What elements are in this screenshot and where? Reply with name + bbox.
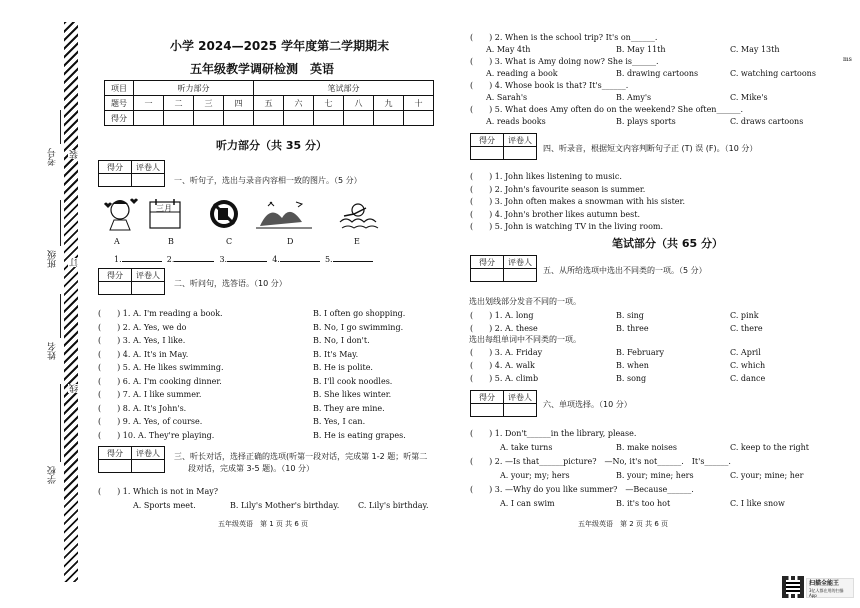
option-b: B. sing	[616, 311, 644, 320]
option-b: B. Lily's Mother's birthday.	[230, 501, 340, 510]
question-item: ( ) 4. Whose book is that? It's______.	[470, 81, 629, 90]
grader-box	[98, 446, 165, 473]
score-table-cell: 得分	[105, 111, 134, 126]
grader-name-label: 评卷人	[504, 256, 537, 269]
option-b: B. He is eating grapes.	[313, 430, 406, 440]
picture-label-b: B	[168, 237, 174, 246]
grader-box	[470, 390, 537, 417]
section1-title: 一、听句子，选出与录音内容相一致的图片。（5 分）	[174, 176, 362, 185]
option-b: B. He is polite.	[313, 363, 373, 372]
option-b: B. No, I don't.	[313, 336, 370, 345]
question-item: ( ) 5. A. climb	[470, 374, 539, 383]
grader-score-cell[interactable]	[471, 404, 504, 417]
score-input-cell[interactable]	[344, 111, 374, 126]
option-c: C. pink	[730, 311, 759, 320]
picture-b-text: 三月	[156, 204, 172, 213]
grader-name-cell[interactable]	[132, 460, 165, 473]
score-table-cell: 九	[374, 96, 404, 111]
side-mark: ms	[843, 56, 852, 63]
question-item: ( ) 4. A. It's in May.	[98, 349, 189, 359]
question-item: ( ) 6. A. I'm cooking dinner.	[98, 376, 222, 386]
score-input-cell[interactable]	[254, 111, 284, 126]
answer-blank[interactable]	[122, 253, 162, 262]
score-table-cell: 五	[254, 96, 284, 111]
option-c: C. dance	[730, 374, 766, 383]
qr-code-inner-icon	[786, 580, 800, 594]
grader-score-label: 得分	[471, 134, 504, 147]
option-a: A. your; my; hers	[500, 471, 570, 480]
grader-name-cell[interactable]	[504, 147, 537, 160]
name-line	[60, 294, 61, 338]
option-a: A. Sarah's	[486, 93, 528, 102]
option-c: C. your; mine; her	[730, 471, 804, 480]
question-item: ( ) 7. A. I like summer.	[98, 390, 202, 399]
question-item: ( ) 3. A. Friday	[470, 348, 543, 357]
option-b: B. Yes, I can.	[313, 417, 366, 426]
option-b: B. your; mine; hers	[616, 471, 694, 480]
score-table-cell: 十	[404, 96, 434, 111]
section1-pictures	[100, 196, 380, 234]
option-c: C. April	[730, 348, 761, 357]
section3-title-line2: 段对话，完成第 3-5 题)。（10 分）	[188, 464, 314, 473]
option-b: B. three	[616, 324, 649, 333]
option-c: C. I like snow	[730, 499, 785, 508]
tf-statement: ( ) 5. John is watching TV in the living room.	[470, 222, 664, 231]
score-table	[104, 80, 434, 126]
option-c: C. which	[730, 361, 766, 370]
grader-name-label: 评卷人	[132, 161, 165, 174]
exam-no-line	[60, 110, 61, 144]
grader-name-cell[interactable]	[504, 404, 537, 417]
written-title: 笔试部分（共 65 分）	[612, 237, 723, 250]
score-input-cell[interactable]	[374, 111, 404, 126]
class-label: 班级	[48, 250, 58, 268]
section3-title-line1: 三、听长对话，选择正确的选项(听第一段对话，完成第 1-2 题；听第二	[174, 452, 428, 461]
question-item: ( ) 9. A. Yes, of course.	[98, 417, 203, 426]
question-item: ( ) 10. A. They're playing.	[98, 430, 215, 440]
question-item: ( ) 5. A. He likes swimming.	[98, 363, 224, 372]
option-c: C. draws cartoons	[730, 117, 804, 126]
section5-sub1: 选出划线部分发音不同的一项。	[469, 297, 581, 306]
option-b: B. They are mine.	[313, 403, 385, 413]
picture-c-no-food-icon	[210, 200, 238, 228]
blank-label: 3.	[219, 255, 228, 264]
option-b: B. song	[616, 374, 647, 383]
blank-label: 4.	[272, 255, 280, 264]
option-b: B. It's May.	[313, 349, 359, 359]
option-a: A. Sports meet.	[133, 501, 196, 510]
score-input-cell[interactable]	[284, 111, 314, 126]
grader-box	[98, 160, 165, 187]
question-item: ( ) 2. A. these	[470, 324, 538, 333]
picture-e-swimming-icon	[340, 204, 378, 228]
score-input-cell[interactable]	[194, 111, 224, 126]
option-c: C. keep to the right	[730, 443, 809, 452]
score-input-cell[interactable]	[164, 111, 194, 126]
grader-score-cell[interactable]	[99, 460, 132, 473]
question-item: ( ) 3. —Why do you like summer? —Because______.	[470, 485, 694, 494]
bind-mark-ding: 订	[70, 258, 80, 267]
question-item: ( ) 4. A. walk	[470, 361, 535, 370]
option-b: B. when	[616, 361, 649, 370]
grader-score-cell[interactable]	[471, 269, 504, 282]
option-a: A. I can swim	[500, 499, 555, 508]
question-item: ( ) 2. —Is that______picture? —No, it's not______. It's______.	[470, 457, 731, 466]
option-c: C. Lily's birthday.	[358, 501, 429, 510]
score-table-cell: 六	[284, 96, 314, 111]
question-item: ( ) 2. When is the school trip? It's on______.	[470, 33, 658, 42]
score-table-cell: 七	[314, 96, 344, 111]
picture-d-snow-scene-icon	[256, 202, 312, 228]
grader-name-cell[interactable]	[132, 174, 165, 187]
tf-statement: ( ) 2. John's favourite season is summer.	[470, 184, 646, 194]
grader-score-label: 得分	[99, 269, 132, 282]
listening-title: 听力部分（共 35 分）	[216, 139, 327, 152]
answer-blank[interactable]	[280, 253, 320, 262]
grader-score-label: 得分	[99, 161, 132, 174]
score-input-cell[interactable]	[224, 111, 254, 126]
answer-blank[interactable]	[227, 253, 267, 262]
blank-label: 2.	[166, 255, 175, 264]
grader-name-label: 评卷人	[504, 391, 537, 404]
bind-mark-zhuang: 装	[70, 150, 80, 159]
answer-blank[interactable]	[333, 253, 373, 262]
bind-mark-xian: 线	[70, 384, 80, 393]
name-label: 姓名	[48, 342, 58, 360]
page-footer-right: 五年级英语 第 2 页 共 6 页	[578, 520, 669, 528]
grader-box	[470, 133, 537, 160]
option-b: B. She likes winter.	[313, 390, 392, 399]
option-b: B. make noises	[616, 443, 677, 452]
grader-name-cell[interactable]	[504, 269, 537, 282]
option-b: B. I'll cook noodles.	[313, 376, 393, 386]
option-b: B. I often go shopping.	[313, 309, 406, 318]
score-table-cell: 四	[224, 96, 254, 111]
score-table-cell: 三	[194, 96, 224, 111]
grader-name-label: 评卷人	[132, 447, 165, 460]
question-item: ( ) 1. A. I'm reading a book.	[98, 309, 223, 318]
tf-statement: ( ) 3. John often makes a snowman with his sister.	[470, 197, 686, 206]
score-table-header-item: 项目	[105, 81, 134, 96]
option-b: B. February	[616, 348, 665, 357]
tf-statement: ( ) 1. John likes listening to music.	[470, 172, 622, 181]
score-input-cell[interactable]	[134, 111, 164, 126]
grader-score-label: 得分	[471, 391, 504, 404]
section5-title: 五、从所给选项中选出不同类的一项。（5 分）	[543, 266, 707, 275]
option-b: B. drawing cartoons	[616, 69, 699, 78]
answer-blank[interactable]	[174, 253, 214, 262]
exam-subtitle: 五年级教学调研检测 英语	[190, 62, 335, 76]
grader-score-cell[interactable]	[99, 174, 132, 187]
question-item: ( ) 3. A. Yes, I like.	[98, 336, 186, 345]
option-c: C. there	[730, 324, 763, 333]
answer-blanks-row	[114, 253, 373, 265]
class-line	[60, 200, 61, 246]
school-label: 学校	[48, 466, 58, 484]
grader-score-label: 得分	[471, 256, 504, 269]
grader-name-label: 评卷人	[504, 134, 537, 147]
picture-label-d: D	[287, 237, 294, 246]
school-line	[60, 384, 61, 462]
picture-a-girl-icon	[104, 199, 138, 231]
score-table-cell: 八	[344, 96, 374, 111]
option-c: C. Mike's	[730, 93, 768, 102]
option-a: A. reading a book	[486, 69, 558, 78]
question-item: ( ) 8. A. It's John's.	[98, 403, 187, 413]
option-c: C. May 13th	[730, 45, 780, 54]
grader-score-cell[interactable]	[99, 282, 132, 295]
section3-question1: ( ) 1. Which is not in May?	[98, 487, 219, 496]
grader-name-cell[interactable]	[132, 282, 165, 295]
score-table-cell: 题号	[105, 96, 134, 111]
exam-no-label: 考号	[48, 148, 58, 166]
grader-score-cell[interactable]	[471, 147, 504, 160]
scanner-badge	[806, 578, 854, 598]
picture-label-e: E	[354, 237, 360, 246]
badge-line2: 3亿人都在用的扫描App	[809, 588, 844, 598]
grader-score-label: 得分	[99, 447, 132, 460]
grader-box	[98, 268, 165, 295]
section5-sub2: 选出每组单词中不同类的一项。	[469, 335, 581, 344]
section2-title: 二、听问句，选答语。（10 分）	[174, 279, 287, 288]
option-b: B. No, I go swimming.	[313, 322, 404, 332]
score-table-header-written: 笔试部分	[254, 81, 434, 96]
page-footer-left: 五年级英语 第 1 页 共 6 页	[218, 520, 309, 528]
option-b: B. May 11th	[616, 45, 666, 54]
grader-name-label: 评卷人	[132, 269, 165, 282]
option-b: B. it's too hot	[616, 499, 671, 508]
tf-statement: ( ) 4. John's brother likes autumn best.	[470, 209, 641, 219]
option-a: A. take turns	[500, 443, 553, 452]
badge-line1: 扫描全能王	[809, 580, 840, 587]
score-table-cell: 二	[164, 96, 194, 111]
score-table-header-listening: 听力部分	[134, 81, 254, 96]
blank-label: 1.	[114, 255, 122, 264]
question-item: ( ) 1. A. long	[470, 311, 534, 320]
picture-b-calendar-icon	[150, 199, 180, 228]
section6-title: 六、单项选择。（10 分）	[543, 400, 632, 409]
blank-label: 5.	[324, 255, 333, 264]
question-item: ( ) 2. A. Yes, we do	[98, 322, 187, 332]
question-item: ( ) 5. What does Amy often do on the weekend? She often______.	[470, 105, 744, 114]
score-input-cell[interactable]	[314, 111, 344, 126]
score-input-cell[interactable]	[404, 111, 434, 126]
option-c: C. watching cartoons	[730, 69, 816, 78]
exam-title: 小学 2024—2025 学年度第二学期期末	[170, 39, 390, 53]
picture-label-a: A	[114, 237, 120, 246]
binding-strip	[64, 22, 78, 582]
picture-label-c: C	[226, 237, 233, 246]
section4-title: 四、听录音，根据短文内容判断句子正 (T) 误 (F)。（10 分）	[543, 144, 758, 153]
score-table-cell: 一	[134, 96, 164, 111]
option-b: B. plays sports	[616, 117, 676, 126]
grader-box	[470, 255, 537, 282]
option-a: A. reads books	[486, 117, 546, 126]
option-b: B. Amy's	[616, 93, 652, 102]
question-item: ( ) 1. Don't______in the library, please.	[470, 429, 637, 438]
question-item: ( ) 3. What is Amy doing now? She is______.	[470, 57, 659, 66]
option-a: A. May 4th	[486, 45, 531, 54]
